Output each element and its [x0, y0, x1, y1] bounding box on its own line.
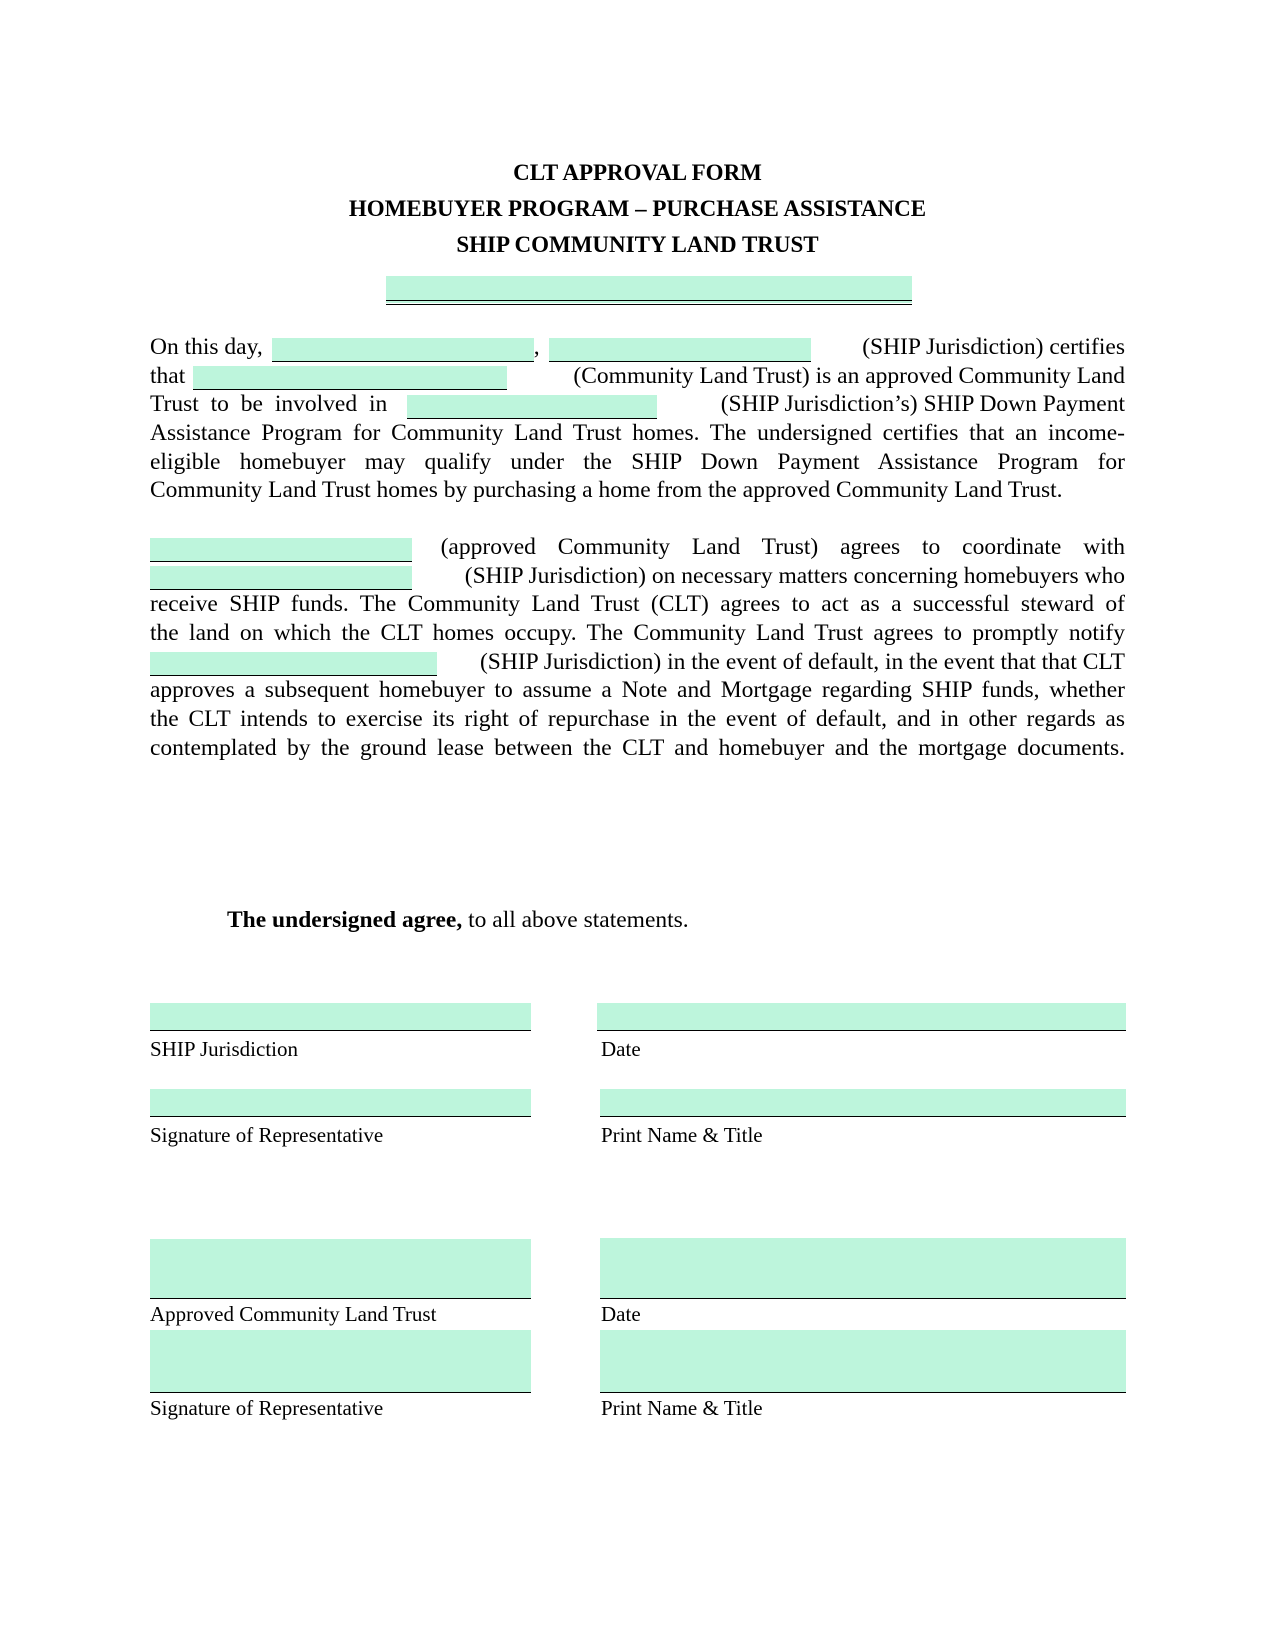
- para2-line5: (SHIP Jurisdiction) in the event of default, in the event that that CLT: [150, 648, 1125, 677]
- para2-line4: the land on which the CLT homes occupy. The Community Land Trust agrees to promptly notify: [150, 620, 1125, 647]
- ship-jurisdiction-label: SHIP Jurisdiction: [150, 1037, 298, 1061]
- date-field-1[interactable]: [597, 1003, 1126, 1031]
- signature-rep-label-1: Signature of Representative: [150, 1123, 384, 1147]
- certification-paragraph: [150, 333, 1125, 505]
- para2-line7: the CLT intends to exercise its right of repurchase in the event of default, and in other regards as: [150, 706, 1125, 733]
- signature-rep-label-2: Signature of Representative: [150, 1396, 384, 1420]
- para2-line3: receive SHIP funds. The Community Land Trust (CLT) agrees to act as a successful steward of: [150, 591, 1125, 618]
- representative-signature-field-1[interactable]: [150, 1089, 531, 1117]
- agreement-rest: to all above statements.: [462, 907, 689, 933]
- trust-title: SHIP COMMUNITY LAND TRUST: [456, 232, 819, 257]
- para2-line2: (SHIP Jurisdiction) on necessary matters concerning homebuyers who: [150, 562, 1125, 591]
- para1-line2: that (Community Land Trust) is an approved Community Land: [150, 362, 1125, 389]
- ship-jurisdiction-field-1[interactable]: [549, 338, 811, 362]
- para2-line1: (approved Community Land Trust) agrees to coordinate with: [150, 533, 1125, 562]
- para1-line4: Assistance Program for Community Land Trust homes. The undersigned certifies that an income-: [150, 420, 1125, 447]
- ship-jurisdiction-field-4[interactable]: [150, 652, 437, 676]
- header-double-underline: [386, 300, 912, 305]
- para2-line8: contemplated by the ground lease between the CLT and homebuyer and the mortgage documents.: [150, 734, 1125, 761]
- para1-line6: Community Land Trust homes by purchasing a home from the approved Community Land Trust.: [150, 477, 1063, 504]
- form-title: CLT APPROVAL FORM: [513, 160, 762, 185]
- representative-signature-field-2[interactable]: [150, 1330, 531, 1393]
- community-land-trust-field[interactable]: [193, 366, 507, 390]
- ship-jurisdiction-signature-field[interactable]: [150, 1003, 531, 1031]
- header-name-field[interactable]: [386, 276, 912, 303]
- agreement-statement: [227, 907, 689, 934]
- print-name-label-2: Print Name & Title: [601, 1396, 763, 1420]
- print-name-title-field-2[interactable]: [600, 1330, 1126, 1393]
- date-field[interactable]: [272, 338, 534, 362]
- date-label-1: Date: [601, 1037, 641, 1061]
- ship-jurisdiction-field-3[interactable]: [150, 566, 412, 590]
- para1-line3: Trust to be involved in (SHIP Jurisdiction’s) SHIP Down Payment: [150, 391, 1125, 418]
- approved-clt-signature-field[interactable]: [150, 1239, 531, 1299]
- program-title: HOMEBUYER PROGRAM – PURCHASE ASSISTANCE: [348, 196, 927, 221]
- coordination-paragraph: [150, 533, 1125, 763]
- para2-line6: approves a subsequent homebuyer to assume a Note and Mortgage regarding SHIP funds, whether: [150, 677, 1125, 704]
- para1-line5: eligible homebuyer may qualify under the SHIP Down Payment Assistance Program for: [150, 448, 1125, 475]
- approved-clt-label: Approved Community Land Trust: [150, 1302, 437, 1326]
- print-name-title-field-1[interactable]: [600, 1089, 1126, 1117]
- print-name-label-1: Print Name & Title: [601, 1123, 763, 1147]
- para1-line1: On this day, , (SHIP Jurisdiction) certifies: [150, 333, 1125, 360]
- date-label-2: Date: [601, 1302, 641, 1326]
- ship-jurisdiction-field-2[interactable]: [407, 395, 657, 419]
- approved-clt-field[interactable]: [150, 538, 412, 562]
- agreement-bold: The undersigned agree,: [227, 907, 463, 933]
- date-field-2[interactable]: [600, 1238, 1126, 1299]
